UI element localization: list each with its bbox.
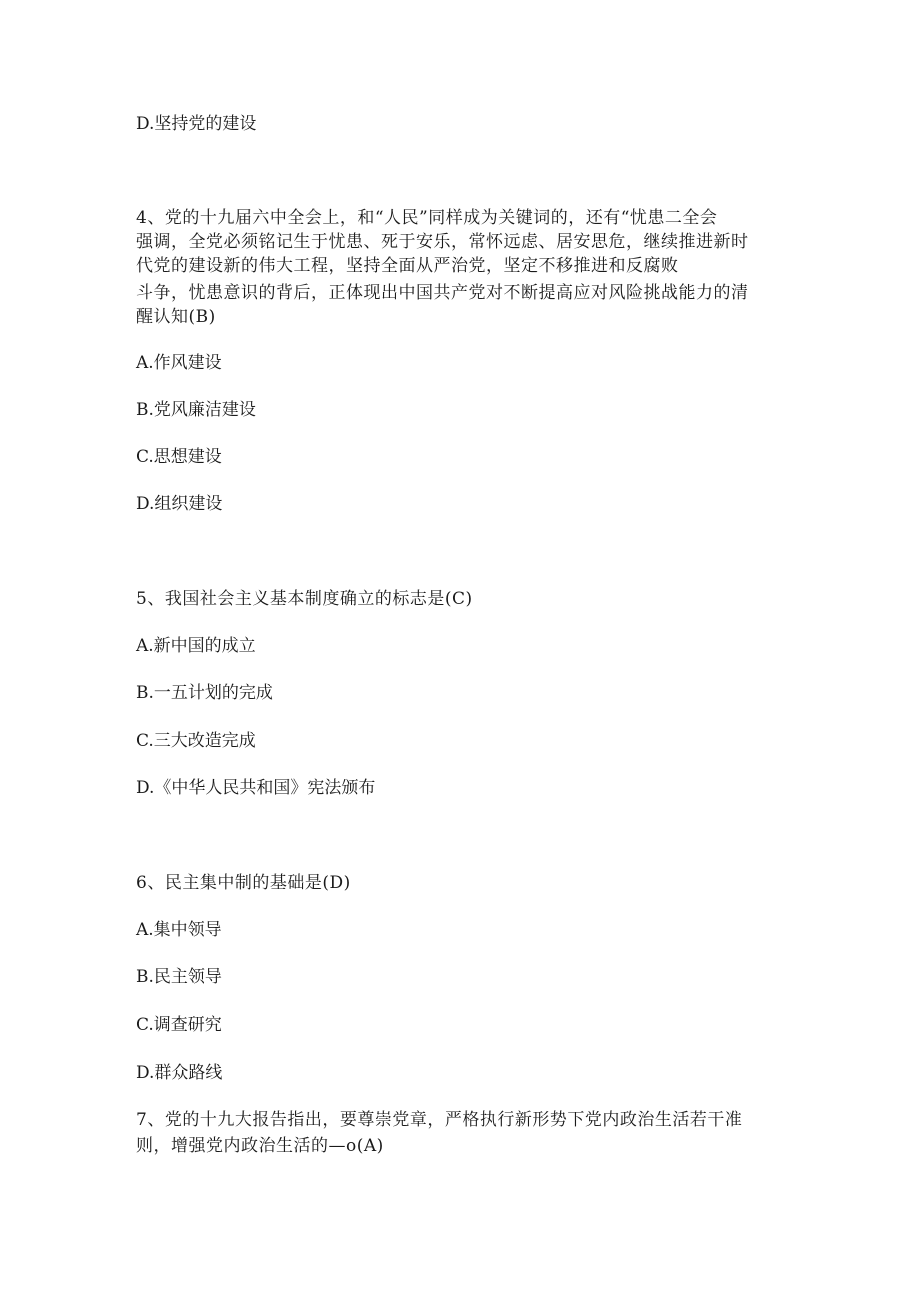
q5-option-d: D.《中华人民共和国》宪法颁布	[136, 778, 376, 798]
q4-question-line-3: 代党的建设新的伟大工程，坚持全面从严治党，坚定不移推进和反腐败	[136, 256, 679, 276]
q6-option-d: D.群众路线	[136, 1063, 223, 1083]
q4-question-line-2: 强调，全党必须铭记生于忧患、死于安乐，常怀远虑、居安思危，继续推进新时	[136, 232, 749, 252]
q4-option-c: C.思想建设	[136, 447, 222, 467]
q4-question-line-4: 斗争，忧患意识的背后，正体现出中国共产党对不断提高应对风险挑战能力的清	[136, 283, 749, 303]
q5-option-a: A.新中国的成立	[136, 636, 256, 656]
q4-question-line-1: 4、党的十九届六中全会上，和“人民”同样成为关键词的，还有“忧患二全会	[136, 208, 718, 228]
q6-option-b: B.民主领导	[136, 967, 222, 987]
q4-option-b: B.党风廉洁建设	[136, 400, 256, 420]
q5-option-c: C.三大改造完成	[136, 731, 256, 751]
q3-option-d: D.坚持党的建设	[136, 114, 257, 134]
q7-question-line-1: 7、党的十九大报告指出，要尊崇党章，严格执行新形势下党内政治生活若干准	[136, 1110, 743, 1130]
q6-option-c: C.调查研究	[136, 1015, 222, 1035]
q4-option-d: D.组织建设	[136, 494, 223, 514]
q6-option-a: A.集中领导	[136, 920, 222, 940]
q5-option-b: B.一五计划的完成	[136, 683, 273, 703]
q4-option-a: A.作风建设	[136, 353, 222, 373]
q4-question-line-5: 醒认知(B)	[136, 307, 216, 327]
q7-question-line-2: 则，增强党内政治生活的—o(A)	[136, 1136, 384, 1156]
q6-question: 6、民主集中制的基础是(D)	[136, 873, 351, 893]
q5-question: 5、我国社会主义基本制度确立的标志是(C)	[136, 589, 473, 609]
